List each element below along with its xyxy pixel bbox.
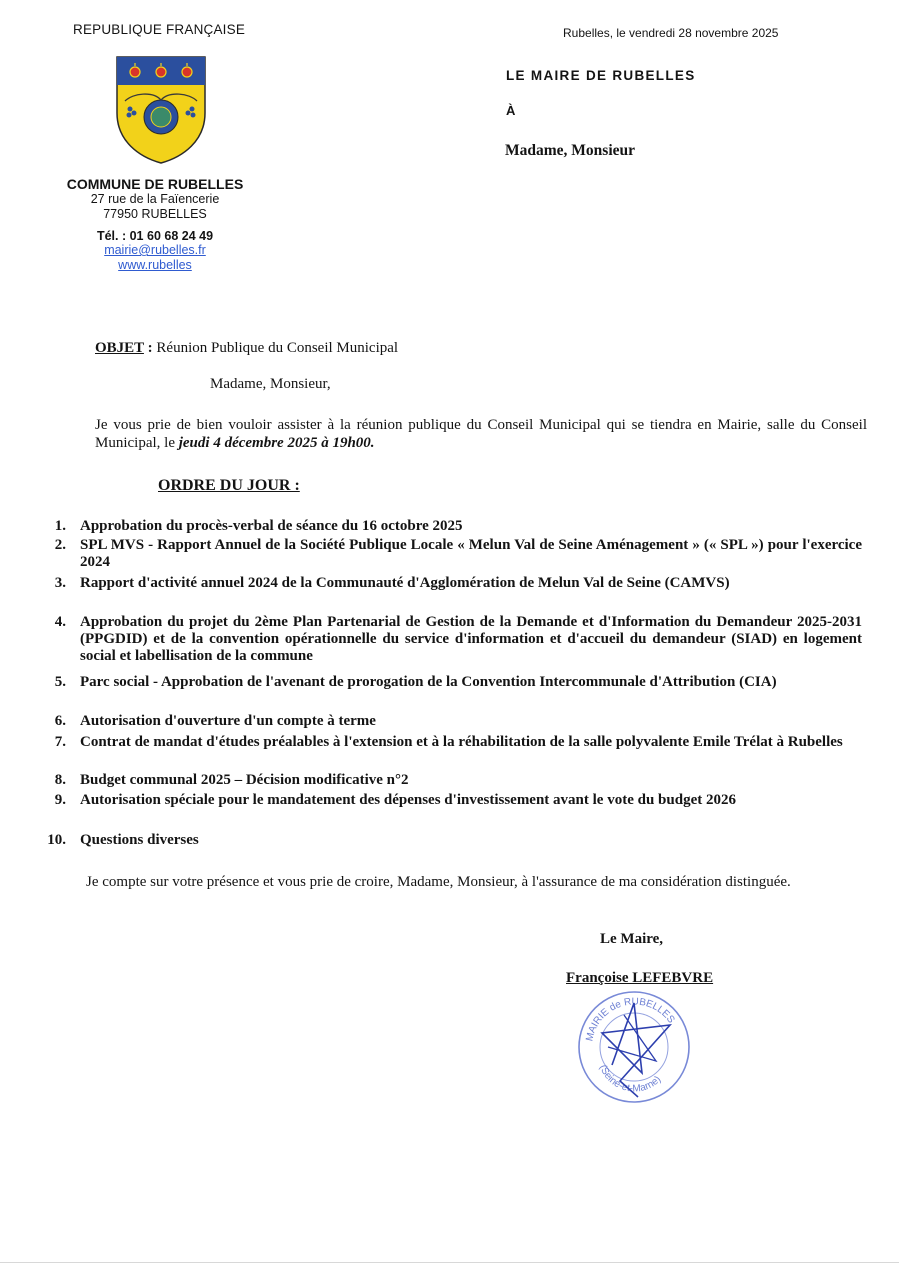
stamp-text-top: MAIRIE de RUBELLES — [584, 996, 677, 1043]
to-word: À — [506, 103, 516, 118]
agenda-item-text: SPL MVS - Rapport Annuel de la Société Publique Locale « Melun Val de Seine Aménagement » (« SPL ») pour l'exercice 2024 — [80, 537, 862, 570]
agenda-item-number: 6. — [54, 713, 66, 729]
salutation: Madame, Monsieur, — [210, 376, 331, 392]
agenda-item-text: Approbation du projet du 2ème Plan Partenarial de Gestion de la Demande et d'Information du Demandeur 2025-2031 (PPGDID) et de la convention opérationnelle du service d'information et d'accueil du demandeur (SIAD) en logement social et labellisation de la commune — [80, 614, 862, 664]
agenda-item-number: 4. — [54, 614, 66, 630]
sender-heading: LE MAIRE DE RUBELLES — [506, 68, 696, 83]
address-line2: 77950 RUBELLES — [103, 207, 207, 221]
agenda-item-number: 8. — [54, 772, 66, 788]
agenda-item-number: 2. — [54, 537, 66, 553]
agenda-item-number: 9. — [54, 792, 66, 808]
agenda-item-number: 3. — [54, 575, 66, 591]
date-place: Rubelles, le vendredi 28 novembre 2025 — [563, 26, 779, 40]
signoff: Le Maire, — [600, 931, 664, 947]
agenda-item-number: 5. — [54, 674, 66, 690]
svg-text:MAIRIE de RUBELLES — [584, 996, 676, 1042]
agenda-item-text: Approbation du procès-verbal de séance du 16 octobre 2025 — [80, 518, 463, 534]
agenda-item-number: 1. — [54, 518, 66, 534]
agenda-item-text: Contrat de mandat d'études préalables à l'extension et à la réhabilitation de la salle polyvalente Emile Trélat à Rubelles — [80, 734, 843, 750]
town-hall-stamp-icon — [572, 985, 697, 1110]
subject-text: Réunion Publique du Conseil Municipal — [156, 340, 399, 356]
agenda-item-text: Questions diverses — [80, 832, 199, 848]
agenda-item-text: Parc social - Approbation de l'avenant de prorogation de la Convention Intercommunale d'Attribution (CIA) — [80, 674, 777, 690]
municipal-crest-icon — [113, 55, 209, 165]
republic-heading: REPUBLIQUE FRANÇAISE — [73, 22, 246, 37]
subject-line — [95, 340, 398, 357]
intro-text: Je vous prie de bien vouloir assister à la réunion publique du Conseil Municipal qui se tiendra en Mairie, salle du Conseil Municipal, le — [95, 417, 867, 451]
agenda-item-number: 7. — [54, 734, 66, 750]
agenda-item-text: Autorisation d'ouverture d'un compte à terme — [80, 713, 376, 729]
commune-name: COMMUNE DE RUBELLES — [66, 176, 244, 192]
recipient: Madame, Monsieur — [505, 142, 636, 159]
email-link[interactable]: mairie@rubelles.fr — [104, 243, 206, 257]
intro-paragraph — [95, 416, 867, 452]
agenda-item-text: Autorisation spéciale pour le mandatement des dépenses d'investissement avant le vote du budget 2026 — [80, 792, 736, 808]
subject-label: OBJET — [95, 340, 144, 356]
subject-separator: : — [143, 340, 157, 356]
website-link[interactable]: www.rubelles — [118, 258, 192, 272]
agenda-item-text: Budget communal 2025 – Décision modificative n°2 — [80, 772, 409, 788]
address-line1: 27 rue de la Faïencerie — [90, 192, 220, 206]
agenda-item-text: Rapport d'activité annuel 2024 de la Communauté d'Agglomération de Melun Val de Seine (CAMVS) — [80, 575, 730, 591]
agenda-item-number: 10. — [47, 832, 66, 848]
meeting-date: jeudi 4 décembre 2025 à 19h00. — [178, 435, 375, 451]
signatory-name: Françoise LEFEBVRE — [566, 970, 714, 986]
stamp-text-bottom: (Seine-et-Marne) — [596, 1063, 664, 1095]
page-bottom-rule — [0, 1262, 899, 1263]
closing-paragraph: Je compte sur votre présence et vous prie de croire, Madame, Monsieur, à l'assurance de ma considération distinguée. — [86, 874, 791, 890]
agenda-title: ORDRE DU JOUR : — [158, 477, 300, 494]
phone-number: Tél. : 01 60 68 24 49 — [96, 229, 214, 243]
commune-block — [40, 176, 270, 273]
